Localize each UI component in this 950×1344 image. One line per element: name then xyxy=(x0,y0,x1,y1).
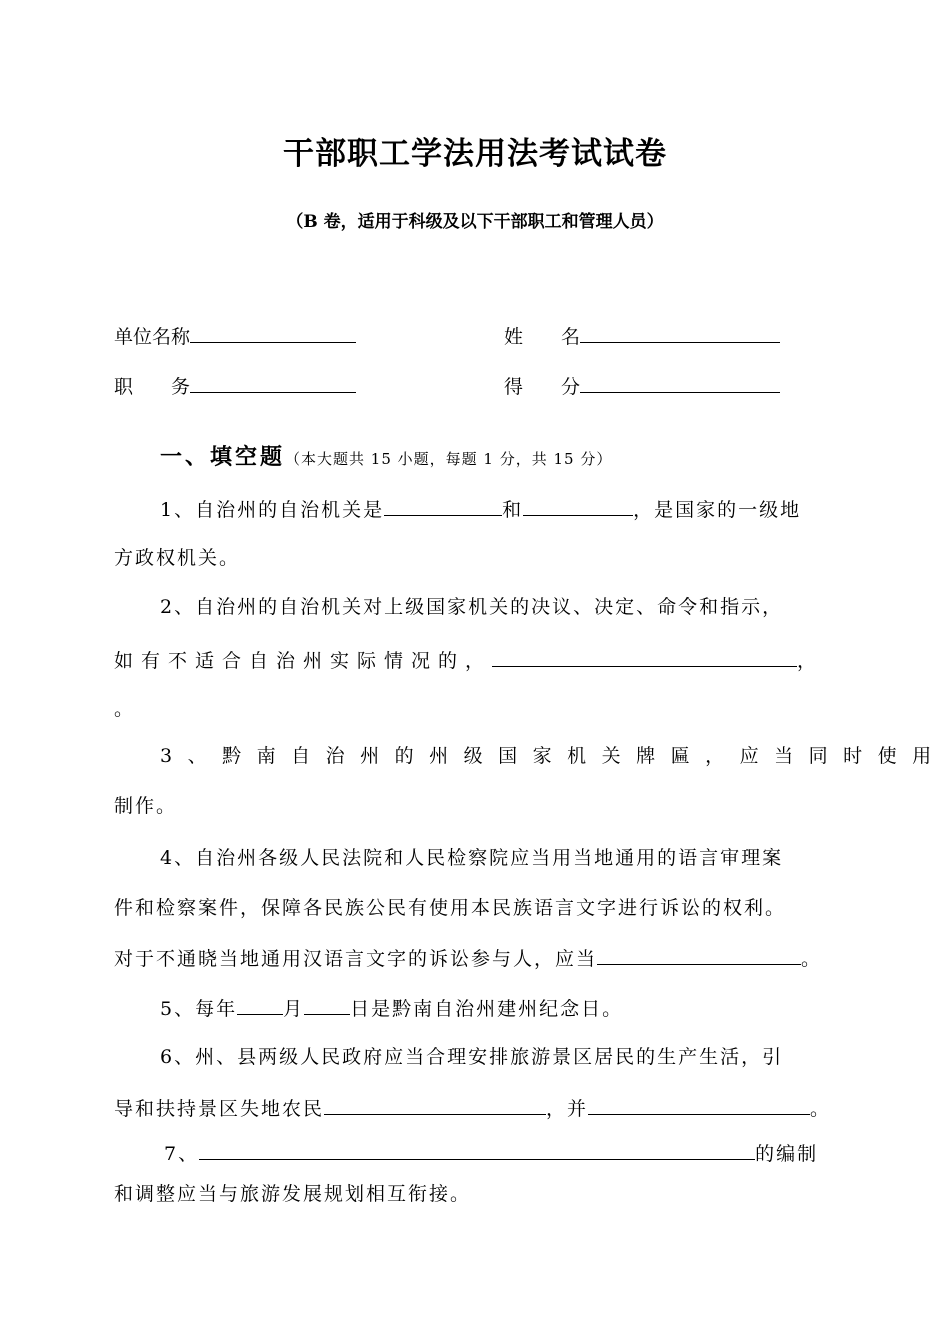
question-7-line-2: 和调整应当与旅游发展规划相互衔接。 xyxy=(114,1183,472,1205)
question-4-line-3 xyxy=(114,942,822,974)
q4-text-d: 。 xyxy=(801,948,823,970)
q6-text-c: ，并 xyxy=(546,1098,589,1120)
q6-blank-2[interactable] xyxy=(588,1092,810,1115)
exam-title: 干部职工学法用法考试试卷 xyxy=(283,136,667,172)
question-1-line-1 xyxy=(160,493,801,525)
question-6-line-2 xyxy=(114,1092,831,1124)
unit-name-blank[interactable] xyxy=(190,320,356,343)
section-note: （本大题共 15 小题，每题 1 分，共 15 分） xyxy=(285,450,613,468)
q7-text-a: 7、 xyxy=(164,1143,200,1165)
score-label: 得 分 xyxy=(504,376,581,398)
q4-text-c: 对于不通晓当地通用汉语言文字的诉讼参与人，应当 xyxy=(114,948,598,970)
q2-text-b: 如有不适合自治州实际情况的， xyxy=(114,650,493,672)
question-3-line-2: 制作。 xyxy=(114,795,178,817)
position-label: 职 务 xyxy=(114,376,191,398)
q1-text-c: ，是国家的一级地 xyxy=(633,499,802,521)
question-1-line-2: 方政权机关。 xyxy=(114,547,241,569)
q7-text-b: 的编制 xyxy=(755,1143,819,1165)
question-2-line-3: 。 xyxy=(114,698,136,720)
unit-name-label: 单位名称 xyxy=(114,326,191,348)
person-name-field xyxy=(504,320,780,349)
q5-blank-month[interactable] xyxy=(237,992,283,1015)
q6-text-b: 导和扶持景区失地农民 xyxy=(114,1098,325,1120)
person-name-blank[interactable] xyxy=(580,320,780,343)
question-4-line-2: 件和检察案件，保障各民族公民有使用本民族语言文字进行诉讼的权利。 xyxy=(114,897,787,919)
score-blank[interactable] xyxy=(580,370,780,393)
q1-text-b: 和 xyxy=(502,499,524,521)
q5-text-b: 月 xyxy=(283,998,305,1020)
q1-text-a: 1、自治州的自治机关是 xyxy=(160,499,385,521)
q6-text-d: 。 xyxy=(810,1098,832,1120)
position-field xyxy=(114,370,356,399)
q2-text-c: ， xyxy=(797,650,825,672)
question-3-line-1: 3、黔南自治州的州级国家机关牌匾，应当同时使用 xyxy=(160,745,947,767)
person-name-label: 姓 名 xyxy=(504,326,581,348)
q1-blank-1[interactable] xyxy=(384,493,502,516)
question-2-line-2 xyxy=(114,644,824,676)
q5-blank-day[interactable] xyxy=(304,992,350,1015)
position-blank[interactable] xyxy=(190,370,356,393)
q2-blank-1[interactable] xyxy=(492,644,797,667)
q4-blank-1[interactable] xyxy=(597,942,801,965)
section-title: 一、填空题 xyxy=(160,444,286,470)
q1-blank-2[interactable] xyxy=(523,493,633,516)
unit-name-field xyxy=(114,320,356,349)
q7-blank-1[interactable] xyxy=(199,1137,755,1160)
exam-subtitle: （B 卷，适用于科级及以下干部职工和管理人员） xyxy=(286,212,664,232)
question-4-line-1: 4、自治州各级人民法院和人民检察院应当用当地通用的语言审理案 xyxy=(160,847,784,869)
question-7-line-1 xyxy=(164,1137,818,1169)
q5-text-c: 日是黔南自治州建州纪念日。 xyxy=(350,998,624,1020)
question-2-line-1: 2、自治州的自治机关对上级国家机关的决议、决定、命令和指示， xyxy=(160,596,784,618)
section-heading xyxy=(160,440,612,471)
q6-blank-1[interactable] xyxy=(324,1092,546,1115)
question-5 xyxy=(160,992,623,1024)
score-field xyxy=(504,370,780,399)
q5-text-a: 5、每年 xyxy=(160,998,238,1020)
question-6-line-1: 6、州、县两级人民政府应当合理安排旅游景区居民的生产生活，引 xyxy=(160,1046,784,1068)
